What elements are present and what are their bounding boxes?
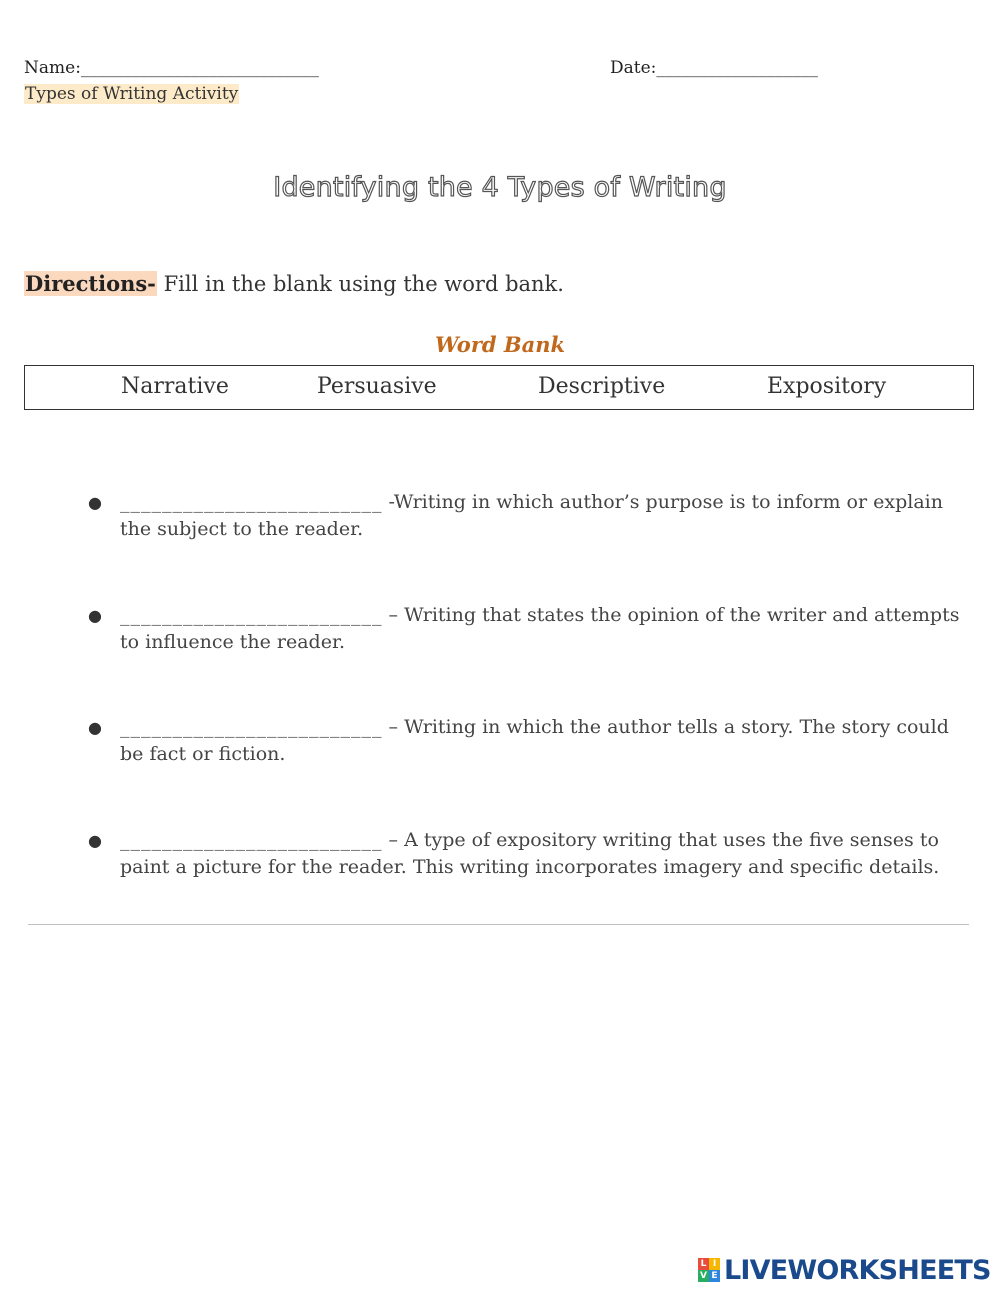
- logo-letter: E: [709, 1270, 720, 1282]
- divider: [28, 924, 969, 925]
- directions-label: Directions-: [25, 271, 156, 296]
- item-definition: -Writing in which author’s purpose is to inform or explain the subject to the reader.: [120, 491, 943, 540]
- item-definition: – Writing that states the opinion of the writer and attempts to influence the reader.: [120, 604, 960, 653]
- bullet-icon: ●: [88, 493, 102, 512]
- bullet-icon: ●: [88, 606, 102, 625]
- list-item: [88, 714, 968, 768]
- list-item: [88, 602, 968, 656]
- logo-letter: I: [709, 1258, 720, 1270]
- bullet-icon: ●: [88, 718, 102, 737]
- logo-mark-icon: [698, 1258, 720, 1282]
- list-item: [88, 827, 968, 881]
- word-bank-word-persuasive: Persuasive: [317, 374, 437, 399]
- name-field[interactable]: Name:____________________________: [24, 58, 319, 78]
- logo-letter: L: [698, 1258, 709, 1270]
- item-definition: – Writing in which the author tells a story. The story could be fact or fiction.: [120, 716, 949, 765]
- word-bank-box: [24, 365, 974, 410]
- word-bank-word-expository: Expository: [767, 374, 887, 399]
- directions: [24, 271, 564, 296]
- logo-text: LIVEWORKSHEETS: [724, 1254, 991, 1286]
- logo-letter: V: [698, 1270, 709, 1282]
- word-bank-title: Word Bank: [434, 332, 566, 357]
- list-item: [88, 489, 968, 543]
- date-field[interactable]: Date:___________________: [610, 58, 818, 78]
- word-bank-word-descriptive: Descriptive: [538, 374, 666, 399]
- answer-blank-3[interactable]: _________________________: [120, 716, 383, 738]
- item-definition: – A type of expository writing that uses the five senses to paint a picture for the reader. This writing incorporates imagery and specific details.: [120, 829, 940, 878]
- page-title: Identifying the 4 Types of Writing: [273, 172, 727, 203]
- answer-blank-1[interactable]: _________________________: [120, 491, 383, 513]
- answer-blank-4[interactable]: _________________________: [120, 829, 383, 851]
- answer-blank-2[interactable]: _________________________: [120, 604, 383, 626]
- bullet-icon: ●: [88, 831, 102, 850]
- directions-text: Fill in the blank using the word bank.: [156, 272, 564, 296]
- liveworksheets-logo[interactable]: [698, 1255, 991, 1285]
- activity-label: Types of Writing Activity: [25, 84, 239, 104]
- word-bank-word-narrative: Narrative: [121, 374, 229, 399]
